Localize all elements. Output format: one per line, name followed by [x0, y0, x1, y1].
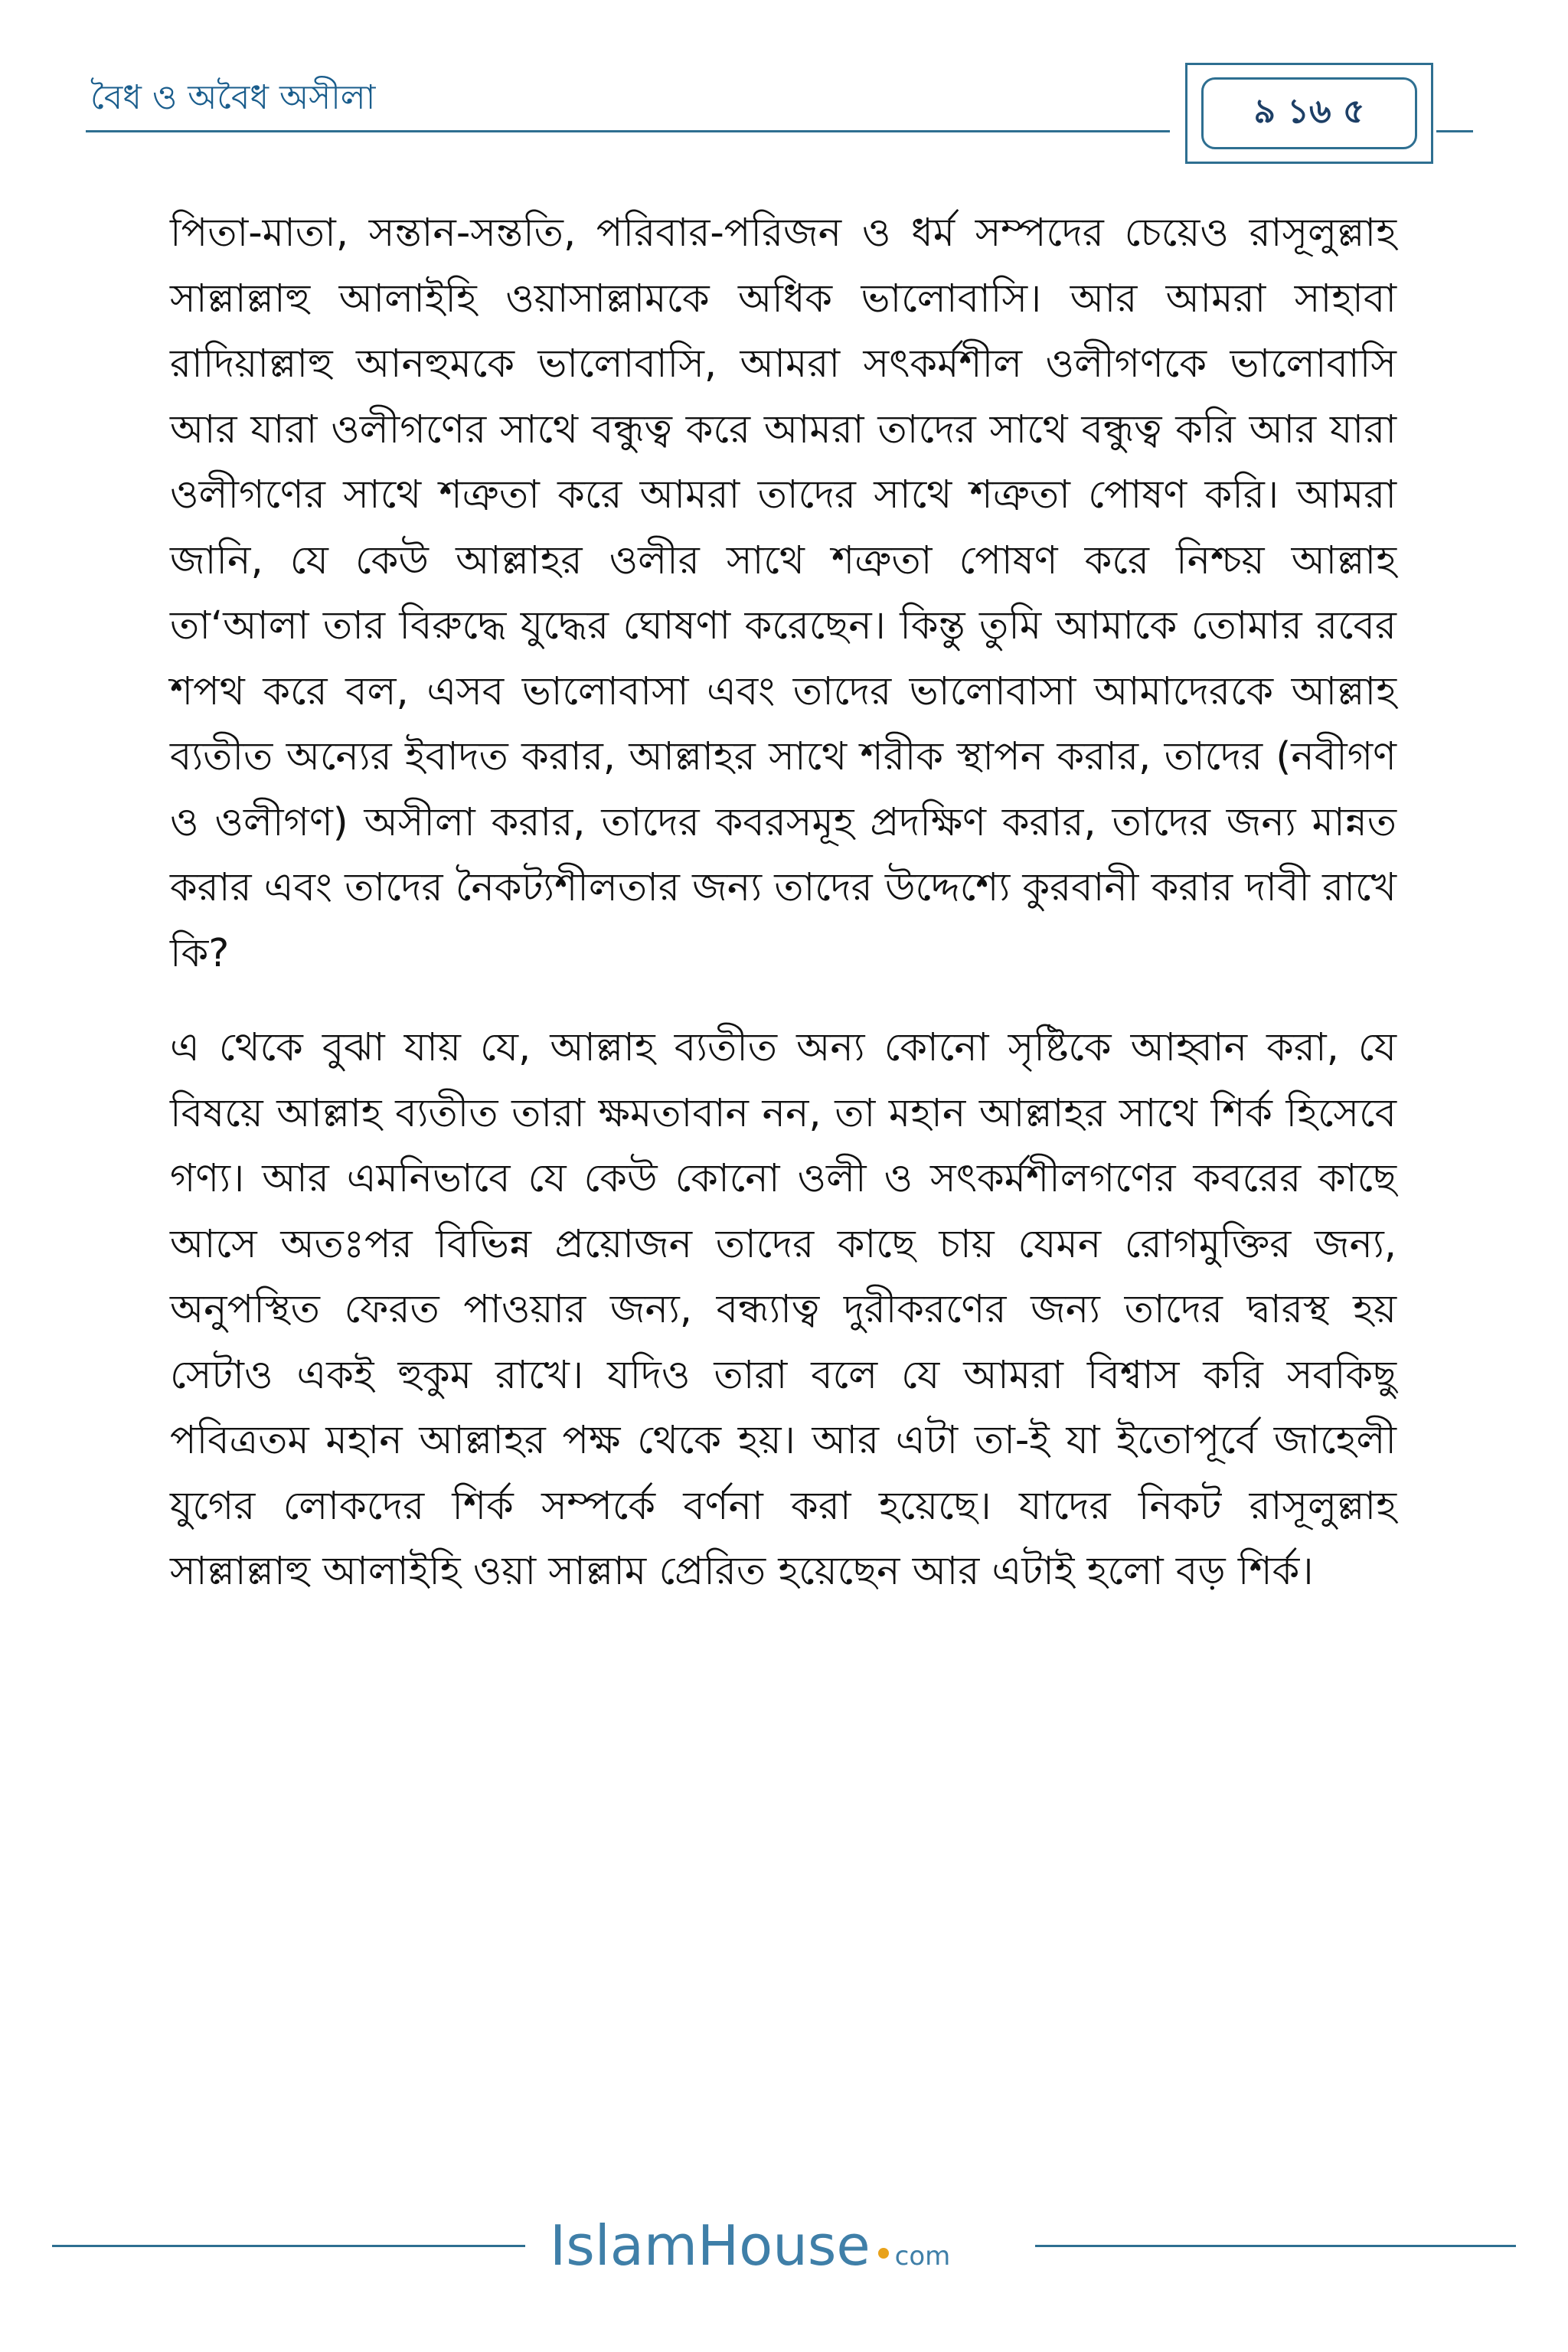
- page-number-frame: [1185, 63, 1433, 164]
- page-body: [170, 201, 1396, 1605]
- brand-name: IslamHouse: [550, 2213, 871, 2278]
- paragraph-1: পিতা-মাতা, সন্তান-সন্ততি, পরিবার-পরিজন ও ধর্ম সম্পদের চেয়েও রাসূলুল্লাহ সাল্লাল্লাহু আলাইহি ওয়াসাল্লামকে অধিক ভালোবাসি। আর আমরা সাহাবা রাদিয়াল্লাহু আনহুমকে ভালোবাসি, আমরা সৎকর্মশীল ওলীগণকে ভালোবাসি আর যারা ওলীগণের সাথে বন্ধুত্ব করে আমরা তাদের সাথে বন্ধুত্ব করি আর যারা ওলীগণের সাথে শত্রুতা করে আমরা তাদের সাথে শত্রুতা পোষণ করি। আমরা জানি, যে কেউ আল্লাহর ওলীর সাথে শত্রুতা পোষণ করে নিশ্চয় আল্লাহ তা‘আলা তার বিরুদ্ধে যুদ্ধের ঘোষণা করেছেন। কিন্তু তুমি আমাকে তোমার রবের শপথ করে বল, এসব ভালোবাসা এবং তাদের ভালোবাসা আমাদেরকে আল্লাহ ব্যতীত অন্যের ইবাদত করার, আল্লাহর সাথে শরীক স্থাপন করার, তাদের (নবীগণ ও ওলীগণ) অসীলা করার, তাদের কবরসমূহ প্রদক্ষিণ করার, তাদের জন্য মান্নত করার এবং তাদের নৈকট্যশীলতার জন্য তাদের উদ্দেশ্যে কুরবানী করার দাবী রাখে কি?: [170, 211, 1396, 976]
- paragraph-2: এ থেকে বুঝা যায় যে, আল্লাহ ব্যতীত অন্য কোনো সৃষ্টিকে আহ্বান করা, যে বিষয়ে আল্লাহ ব্যতীত তারা ক্ষমতাবান নন, তা মহান আল্লাহর সাথে শির্ক হিসেবে গণ্য। আর এমনিভাবে যে কেউ কোনো ওলী ও সৎকর্মশীলগণের কবরের কাছে আসে অতঃপর বিভিন্ন প্রয়োজন তাদের কাছে চায় যেমন রোগমুক্তির জন্য, অনুপস্থিত ফেরত পাওয়ার জন্য, বন্ধ্যাত্ব দুরীকরণের জন্য তাদের দ্বারস্থ হয় সেটাও একই হুকুম রাখে। যদিও তারা বলে যে আমরা বিশ্বাস করি সবকিছু পবিত্রতম মহান আল্লাহর পক্ষ থেকে হয়। আর এটা তা-ই যা ইতোপূর্বে জাহেলী যুগের লোকদের শির্ক সম্পর্কে বর্ণনা করা হয়েছে। যাদের নিকট রাসূলুল্লাহ সাল্লাল্লাহু আলাইহি ওয়া সাল্লাম প্রেরিত হয়েছেন আর এটাই হলো বড় শির্ক।: [170, 1025, 1396, 1594]
- footer-rule-left: [52, 2245, 525, 2247]
- brand-dot-icon: [878, 2248, 889, 2259]
- footer-rule-right: [1035, 2245, 1516, 2247]
- header-rule-tail: [1436, 130, 1473, 132]
- page-number: ৯ ১৬ ৫: [1253, 91, 1365, 131]
- running-title: বৈধ ও অবৈধ অসীলা: [90, 78, 376, 117]
- brand-tld: com: [894, 2241, 951, 2272]
- islamhouse-logo: [550, 2211, 1018, 2280]
- page-number-inner-frame: [1201, 77, 1417, 149]
- header-rule: [86, 130, 1170, 132]
